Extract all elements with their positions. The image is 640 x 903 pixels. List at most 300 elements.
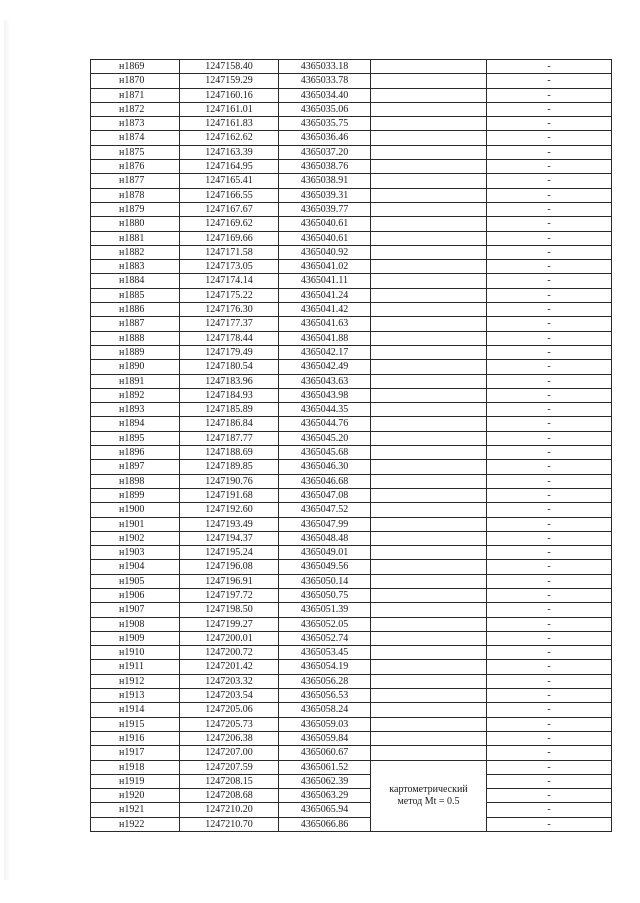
description-cell: -: [487, 588, 612, 602]
point-id-cell: н1894: [91, 417, 180, 431]
description-cell: -: [487, 117, 612, 131]
description-cell: -: [487, 617, 612, 631]
y-coordinate-cell: 4365038.76: [279, 160, 371, 174]
method-cell-empty: [371, 231, 487, 245]
method-cell-empty: [371, 717, 487, 731]
y-coordinate-cell: 4365053.45: [279, 646, 371, 660]
description-cell: -: [487, 274, 612, 288]
x-coordinate-cell: 1247207.59: [180, 760, 279, 774]
table-row: [91, 817, 612, 831]
table-row: [91, 374, 612, 388]
x-coordinate-cell: 1247185.89: [180, 403, 279, 417]
method-cell-empty: [371, 403, 487, 417]
description-cell: -: [487, 789, 612, 803]
y-coordinate-cell: 4365043.63: [279, 374, 371, 388]
method-cell-empty: [371, 88, 487, 102]
y-coordinate-cell: 4365051.39: [279, 603, 371, 617]
description-cell: -: [487, 217, 612, 231]
table-row: [91, 345, 612, 359]
y-coordinate-cell: 4365042.17: [279, 345, 371, 359]
table-row: [91, 774, 612, 788]
description-cell: -: [487, 131, 612, 145]
x-coordinate-cell: 1247161.83: [180, 117, 279, 131]
table-row: [91, 102, 612, 116]
description-cell: -: [487, 245, 612, 259]
y-coordinate-cell: 4365038.91: [279, 174, 371, 188]
table-row: [91, 646, 612, 660]
table-row: [91, 417, 612, 431]
table-row: [91, 731, 612, 745]
point-id-cell: н1922: [91, 817, 180, 831]
description-cell: -: [487, 417, 612, 431]
method-cell-empty: [371, 660, 487, 674]
point-id-cell: н1869: [91, 60, 180, 74]
y-coordinate-cell: 4365050.14: [279, 574, 371, 588]
table-row: [91, 317, 612, 331]
x-coordinate-cell: 1247193.49: [180, 517, 279, 531]
method-cell-empty: [371, 374, 487, 388]
point-id-cell: н1906: [91, 588, 180, 602]
description-cell: -: [487, 288, 612, 302]
point-id-cell: н1872: [91, 102, 180, 116]
method-cell-empty: [371, 603, 487, 617]
y-coordinate-cell: 4365042.49: [279, 360, 371, 374]
method-cell-empty: [371, 531, 487, 545]
method-cell-empty: [371, 517, 487, 531]
point-id-cell: н1913: [91, 689, 180, 703]
x-coordinate-cell: 1247164.95: [180, 160, 279, 174]
x-coordinate-cell: 1247183.96: [180, 374, 279, 388]
description-cell: -: [487, 689, 612, 703]
y-coordinate-cell: 4365060.67: [279, 746, 371, 760]
point-id-cell: н1871: [91, 88, 180, 102]
description-cell: -: [487, 660, 612, 674]
x-coordinate-cell: 1247188.69: [180, 446, 279, 460]
y-coordinate-cell: 4365034.40: [279, 88, 371, 102]
point-id-cell: н1879: [91, 202, 180, 216]
table-row: [91, 703, 612, 717]
x-coordinate-cell: 1247194.37: [180, 531, 279, 545]
y-coordinate-cell: 4365033.78: [279, 74, 371, 88]
method-cell-empty: [371, 488, 487, 502]
y-coordinate-cell: 4365041.88: [279, 331, 371, 345]
point-id-cell: н1908: [91, 617, 180, 631]
y-coordinate-cell: 4365035.75: [279, 117, 371, 131]
x-coordinate-cell: 1247199.27: [180, 617, 279, 631]
method-cell-empty: [371, 588, 487, 602]
y-coordinate-cell: 4365050.75: [279, 588, 371, 602]
table-row: [91, 503, 612, 517]
table-row: [91, 431, 612, 445]
y-coordinate-cell: 4365041.63: [279, 317, 371, 331]
table-row: [91, 789, 612, 803]
point-id-cell: н1920: [91, 789, 180, 803]
x-coordinate-cell: 1247163.39: [180, 145, 279, 159]
method-cell-empty: [371, 474, 487, 488]
x-coordinate-cell: 1247190.76: [180, 474, 279, 488]
method-cell-empty: [371, 503, 487, 517]
point-id-cell: н1899: [91, 488, 180, 502]
x-coordinate-cell: 1247177.37: [180, 317, 279, 331]
point-id-cell: н1875: [91, 145, 180, 159]
y-coordinate-cell: 4365035.06: [279, 102, 371, 116]
x-coordinate-cell: 1247198.50: [180, 603, 279, 617]
table-row: [91, 460, 612, 474]
x-coordinate-cell: 1247178.44: [180, 331, 279, 345]
table-row: [91, 631, 612, 645]
method-note-line1: картометрический: [389, 783, 468, 795]
x-coordinate-cell: 1247175.22: [180, 288, 279, 302]
y-coordinate-cell: 4365056.28: [279, 674, 371, 688]
table-row: [91, 174, 612, 188]
table-row: [91, 488, 612, 502]
y-coordinate-cell: 4365037.20: [279, 145, 371, 159]
x-coordinate-cell: 1247201.42: [180, 660, 279, 674]
y-coordinate-cell: 4365056.53: [279, 689, 371, 703]
y-coordinate-cell: 4365052.74: [279, 631, 371, 645]
method-cell-empty: [371, 160, 487, 174]
method-cell-empty: [371, 617, 487, 631]
table-row: [91, 660, 612, 674]
method-cell-empty: [371, 303, 487, 317]
y-coordinate-cell: 4365048.48: [279, 531, 371, 545]
description-cell: -: [487, 717, 612, 731]
y-coordinate-cell: 4365040.92: [279, 245, 371, 259]
x-coordinate-cell: 1247180.54: [180, 360, 279, 374]
x-coordinate-cell: 1247192.60: [180, 503, 279, 517]
x-coordinate-cell: 1247186.84: [180, 417, 279, 431]
x-coordinate-cell: 1247162.62: [180, 131, 279, 145]
description-cell: -: [487, 474, 612, 488]
point-id-cell: н1891: [91, 374, 180, 388]
point-id-cell: н1910: [91, 646, 180, 660]
y-coordinate-cell: 4365046.68: [279, 474, 371, 488]
point-id-cell: н1902: [91, 531, 180, 545]
description-cell: -: [487, 674, 612, 688]
x-coordinate-cell: 1247173.05: [180, 260, 279, 274]
description-cell: -: [487, 260, 612, 274]
y-coordinate-cell: 4365062.39: [279, 774, 371, 788]
y-coordinate-cell: 4365052.05: [279, 617, 371, 631]
description-cell: -: [487, 374, 612, 388]
point-id-cell: н1907: [91, 603, 180, 617]
table-row: [91, 517, 612, 531]
method-cell-empty: [371, 145, 487, 159]
point-id-cell: н1915: [91, 717, 180, 731]
method-cell-empty: [371, 431, 487, 445]
point-id-cell: н1884: [91, 274, 180, 288]
table-row: [91, 245, 612, 259]
x-coordinate-cell: 1247205.73: [180, 717, 279, 731]
method-cell-empty: [371, 102, 487, 116]
description-cell: -: [487, 503, 612, 517]
point-id-cell: н1880: [91, 217, 180, 231]
point-id-cell: н1919: [91, 774, 180, 788]
description-cell: -: [487, 703, 612, 717]
method-cell-empty: [371, 317, 487, 331]
y-coordinate-cell: 4365054.19: [279, 660, 371, 674]
point-id-cell: н1883: [91, 260, 180, 274]
table-row: [91, 760, 612, 774]
point-id-cell: н1918: [91, 760, 180, 774]
point-id-cell: н1900: [91, 503, 180, 517]
y-coordinate-cell: 4365065.94: [279, 803, 371, 817]
method-cell-empty: [371, 131, 487, 145]
table-row: [91, 603, 612, 617]
table-row: [91, 803, 612, 817]
description-cell: -: [487, 431, 612, 445]
x-coordinate-cell: 1247203.32: [180, 674, 279, 688]
point-id-cell: н1878: [91, 188, 180, 202]
y-coordinate-cell: 4365047.99: [279, 517, 371, 531]
table-row: [91, 746, 612, 760]
y-coordinate-cell: 4365044.35: [279, 403, 371, 417]
x-coordinate-cell: 1247176.30: [180, 303, 279, 317]
method-cell-empty: [371, 245, 487, 259]
method-cell-empty: [371, 202, 487, 216]
x-coordinate-cell: 1247169.66: [180, 231, 279, 245]
description-cell: -: [487, 160, 612, 174]
y-coordinate-cell: 4365059.03: [279, 717, 371, 731]
point-id-cell: н1916: [91, 731, 180, 745]
x-coordinate-cell: 1247174.14: [180, 274, 279, 288]
y-coordinate-cell: 4365049.56: [279, 560, 371, 574]
method-cell-empty: [371, 417, 487, 431]
point-id-cell: н1917: [91, 746, 180, 760]
point-id-cell: н1895: [91, 431, 180, 445]
table-row: [91, 674, 612, 688]
y-coordinate-cell: 4365049.01: [279, 546, 371, 560]
point-id-cell: н1905: [91, 574, 180, 588]
method-cell-empty: [371, 631, 487, 645]
x-coordinate-cell: 1247158.40: [180, 60, 279, 74]
method-cell-empty: [371, 689, 487, 703]
x-coordinate-cell: 1247191.68: [180, 488, 279, 502]
y-coordinate-cell: 4365040.61: [279, 231, 371, 245]
point-id-cell: н1893: [91, 403, 180, 417]
table-row: [91, 689, 612, 703]
x-coordinate-cell: 1247171.58: [180, 245, 279, 259]
method-cell-empty: [371, 174, 487, 188]
point-id-cell: н1909: [91, 631, 180, 645]
description-cell: -: [487, 517, 612, 531]
table-row: [91, 360, 612, 374]
description-cell: -: [487, 646, 612, 660]
description-cell: -: [487, 231, 612, 245]
table-row: [91, 531, 612, 545]
x-coordinate-cell: 1247200.72: [180, 646, 279, 660]
y-coordinate-cell: 4365058.24: [279, 703, 371, 717]
description-cell: -: [487, 317, 612, 331]
y-coordinate-cell: 4365045.20: [279, 431, 371, 445]
y-coordinate-cell: 4365036.46: [279, 131, 371, 145]
point-id-cell: н1903: [91, 546, 180, 560]
method-cell-empty: [371, 217, 487, 231]
description-cell: -: [487, 446, 612, 460]
method-cell-empty: [371, 288, 487, 302]
point-id-cell: н1887: [91, 317, 180, 331]
description-cell: -: [487, 331, 612, 345]
scan-shadow: [4, 20, 10, 880]
y-coordinate-cell: 4365044.76: [279, 417, 371, 431]
method-cell-empty: [371, 260, 487, 274]
method-cell-empty: [371, 360, 487, 374]
description-cell: -: [487, 760, 612, 774]
point-id-cell: н1896: [91, 446, 180, 460]
x-coordinate-cell: 1247165.41: [180, 174, 279, 188]
table-row: [91, 202, 612, 216]
y-coordinate-cell: 4365041.42: [279, 303, 371, 317]
y-coordinate-cell: 4365045.68: [279, 446, 371, 460]
description-cell: -: [487, 460, 612, 474]
x-coordinate-cell: 1247196.08: [180, 560, 279, 574]
y-coordinate-cell: 4365039.31: [279, 188, 371, 202]
x-coordinate-cell: 1247203.54: [180, 689, 279, 703]
point-id-cell: н1904: [91, 560, 180, 574]
table-row: [91, 474, 612, 488]
method-cell-empty: [371, 731, 487, 745]
method-cell-empty: [371, 460, 487, 474]
y-coordinate-cell: 4365043.98: [279, 388, 371, 402]
x-coordinate-cell: 1247159.29: [180, 74, 279, 88]
x-coordinate-cell: 1247169.62: [180, 217, 279, 231]
point-id-cell: н1876: [91, 160, 180, 174]
description-cell: -: [487, 774, 612, 788]
description-cell: -: [487, 60, 612, 74]
y-coordinate-cell: 4365039.77: [279, 202, 371, 216]
x-coordinate-cell: 1247206.38: [180, 731, 279, 745]
method-cell: [371, 760, 487, 831]
point-id-cell: н1888: [91, 331, 180, 345]
table-row: [91, 446, 612, 460]
method-cell-empty: [371, 388, 487, 402]
table-row: [91, 131, 612, 145]
method-cell-empty: [371, 703, 487, 717]
table-row: [91, 145, 612, 159]
table-row: [91, 231, 612, 245]
description-cell: -: [487, 817, 612, 831]
table-row: [91, 74, 612, 88]
method-cell-empty: [371, 546, 487, 560]
y-coordinate-cell: 4365061.52: [279, 760, 371, 774]
table-row: [91, 588, 612, 602]
x-coordinate-cell: 1247189.85: [180, 460, 279, 474]
x-coordinate-cell: 1247167.67: [180, 202, 279, 216]
x-coordinate-cell: 1247166.55: [180, 188, 279, 202]
y-coordinate-cell: 4365040.61: [279, 217, 371, 231]
y-coordinate-cell: 4365033.18: [279, 60, 371, 74]
x-coordinate-cell: 1247184.93: [180, 388, 279, 402]
description-cell: -: [487, 531, 612, 545]
point-id-cell: н1870: [91, 74, 180, 88]
y-coordinate-cell: 4365041.11: [279, 274, 371, 288]
point-id-cell: н1886: [91, 303, 180, 317]
point-id-cell: н1889: [91, 345, 180, 359]
method-cell-empty: [371, 674, 487, 688]
method-cell-empty: [371, 60, 487, 74]
point-id-cell: н1890: [91, 360, 180, 374]
method-cell-empty: [371, 331, 487, 345]
x-coordinate-cell: 1247208.68: [180, 789, 279, 803]
method-cell-empty: [371, 117, 487, 131]
x-coordinate-cell: 1247210.20: [180, 803, 279, 817]
table-row: [91, 546, 612, 560]
x-coordinate-cell: 1247187.77: [180, 431, 279, 445]
table-row: [91, 717, 612, 731]
table-row: [91, 288, 612, 302]
y-coordinate-cell: 4365063.29: [279, 789, 371, 803]
y-coordinate-cell: 4365046.30: [279, 460, 371, 474]
description-cell: -: [487, 188, 612, 202]
description-cell: -: [487, 360, 612, 374]
point-id-cell: н1914: [91, 703, 180, 717]
description-cell: -: [487, 546, 612, 560]
point-id-cell: н1881: [91, 231, 180, 245]
x-coordinate-cell: 1247208.15: [180, 774, 279, 788]
description-cell: -: [487, 102, 612, 116]
x-coordinate-cell: 1247205.06: [180, 703, 279, 717]
table-row: [91, 88, 612, 102]
table-row: [91, 403, 612, 417]
point-id-cell: н1897: [91, 460, 180, 474]
table-row: [91, 574, 612, 588]
table-row: [91, 260, 612, 274]
coordinates-sheet: [90, 59, 612, 832]
table-row: [91, 388, 612, 402]
y-coordinate-cell: 4365041.02: [279, 260, 371, 274]
method-cell-empty: [371, 446, 487, 460]
description-cell: -: [487, 803, 612, 817]
description-cell: -: [487, 174, 612, 188]
y-coordinate-cell: 4365047.08: [279, 488, 371, 502]
point-id-cell: н1901: [91, 517, 180, 531]
method-cell-empty: [371, 188, 487, 202]
point-id-cell: н1874: [91, 131, 180, 145]
table-row: [91, 274, 612, 288]
description-cell: -: [487, 202, 612, 216]
description-cell: -: [487, 303, 612, 317]
method-cell-empty: [371, 345, 487, 359]
coordinates-table-body: [91, 60, 612, 832]
y-coordinate-cell: 4365059.84: [279, 731, 371, 745]
y-coordinate-cell: 4365041.24: [279, 288, 371, 302]
x-coordinate-cell: 1247207.00: [180, 746, 279, 760]
method-cell-empty: [371, 646, 487, 660]
description-cell: -: [487, 746, 612, 760]
table-row: [91, 188, 612, 202]
point-id-cell: н1912: [91, 674, 180, 688]
x-coordinate-cell: 1247196.91: [180, 574, 279, 588]
point-id-cell: н1911: [91, 660, 180, 674]
method-cell-empty: [371, 560, 487, 574]
point-id-cell: н1885: [91, 288, 180, 302]
method-cell-empty: [371, 74, 487, 88]
description-cell: -: [487, 388, 612, 402]
point-id-cell: н1921: [91, 803, 180, 817]
description-cell: -: [487, 74, 612, 88]
method-note-line2: метод Mt = 0.5: [397, 795, 460, 807]
x-coordinate-cell: 1247210.70: [180, 817, 279, 831]
x-coordinate-cell: 1247197.72: [180, 588, 279, 602]
x-coordinate-cell: 1247160.16: [180, 88, 279, 102]
description-cell: -: [487, 345, 612, 359]
description-cell: -: [487, 731, 612, 745]
description-cell: -: [487, 574, 612, 588]
coordinates-table: [90, 59, 612, 832]
table-row: [91, 331, 612, 345]
method-cell-empty: [371, 746, 487, 760]
table-row: [91, 217, 612, 231]
